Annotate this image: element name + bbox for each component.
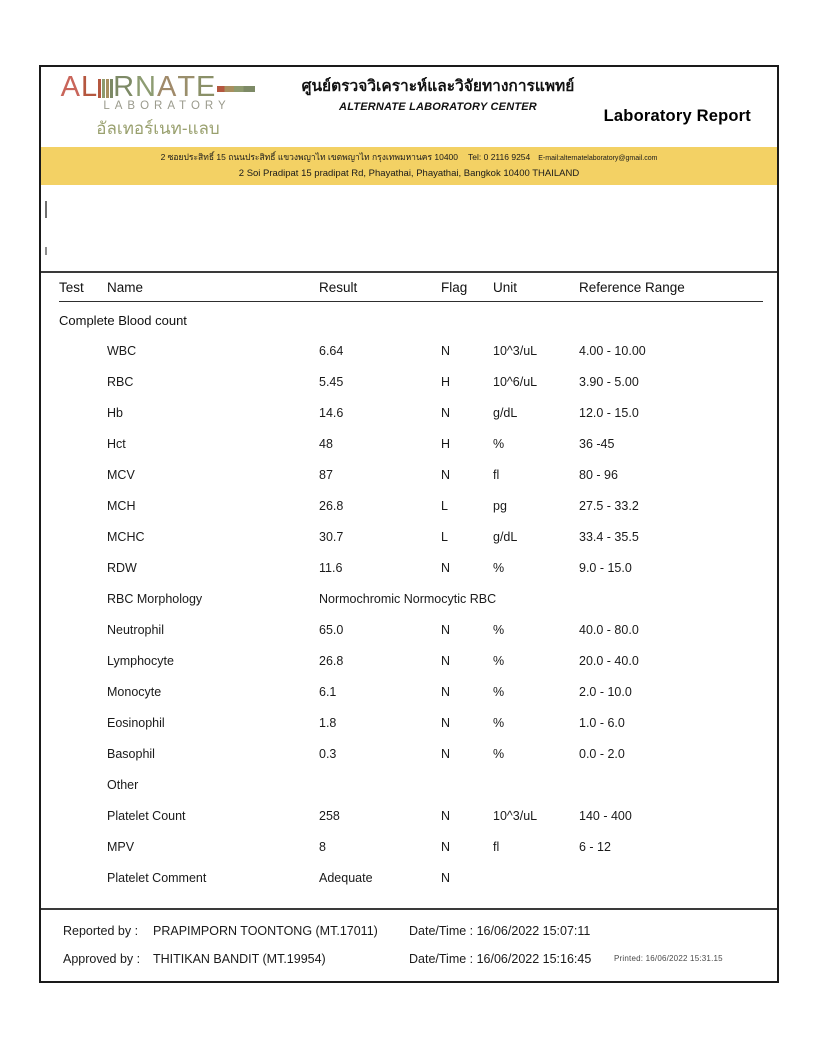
cell-unit: % [493,561,505,575]
cell-test [59,553,107,584]
cell-test [59,429,107,460]
address-tel: Tel: 0 2116 9254 [468,152,531,162]
cell-flag: N [441,468,451,482]
cell-name: RBC [107,375,134,389]
cell-test [59,677,107,708]
table-group-row [59,302,763,337]
cell-result [319,770,441,801]
cell-name: Lymphocyte [107,654,174,668]
table-row [59,646,763,677]
cell-name: Platelet Comment [107,871,207,885]
report-header [41,67,777,147]
cell-reference: 20.0 - 40.0 [579,654,639,668]
report-footer [41,908,777,981]
cell-flag: N [441,716,451,730]
table-row [59,801,763,832]
reported-by-value: PRAPIMPORN TOONTONG (MT.17011) [153,924,378,938]
logo-letter: R [113,71,136,103]
cell-flag: N [441,406,451,420]
cell-unit: 10^6/uL [493,375,538,389]
cell-result: 0.3 [319,747,337,761]
cell-name: Hb [107,406,123,420]
cell-test [59,646,107,677]
table-header-row [59,273,763,302]
table-row [59,615,763,646]
logo-bars-icon [98,79,113,98]
table-row [59,429,763,460]
cell-flag: H [441,437,451,451]
header-center [273,77,603,113]
approved-by-value: THITIKAN BANDIT (MT.19954) [153,952,326,966]
cell-result: 258 [319,809,340,823]
printed-timestamp: Printed: 16/06/2022 15:31.15 [614,954,723,963]
address-line-thai [41,151,777,165]
cell-unit: fl [493,468,500,482]
cell-test [59,460,107,491]
cell-reference: 12.0 - 15.0 [579,406,639,420]
table-row [59,584,763,615]
approved-by-row [41,945,777,973]
cell-result: 48 [319,437,333,451]
cell-result: 11.6 [319,561,343,575]
cell-unit: % [493,747,505,761]
logo-letter: A [156,71,178,103]
table-row [59,677,763,708]
group-label: Complete Blood count [59,313,187,328]
cell-unit: % [493,685,505,699]
cell-result: 30.7 [319,530,344,544]
cell-result: 6.1 [319,685,337,699]
cell-test [59,708,107,739]
address-line-english: 2 Soi Pradipat 15 pradipat Rd, Phayathai, Phayathai, Bangkok 10400 THAILAND [238,168,580,179]
cell-result: 1.8 [319,716,337,730]
cell-test [59,491,107,522]
cell-unit: % [493,654,505,668]
results-table [59,273,763,894]
address-bar [41,147,777,185]
logo-subtitle: LABORATORY [103,100,231,112]
table-row [59,367,763,398]
logo-letter: L [80,71,99,103]
table-row [59,553,763,584]
cell-result: Adequate [319,871,373,885]
logo-accent-bar [217,86,255,92]
cell-reference: 2.0 - 10.0 [579,685,632,699]
center-thai-title: ศูนย์ตรวจวิเคราะห์และวิจัยทางการแพทย์ [301,78,575,95]
cell-reference: 27.5 - 33.2 [579,499,639,513]
cell-flag: N [441,840,451,854]
cell-result: 65.0 [319,623,344,637]
report-page [39,65,779,983]
patient-info-block [41,185,777,271]
cell-reference: 1.0 - 6.0 [579,716,625,730]
results-table-container [41,271,777,894]
address-thai-text: 2 ซอยประสิทธิ์ 15 ถนนประสิทธิ์ แขวงพญาไท เขตพญาไท กรุงเทพมหานคร 10400 [160,152,459,162]
cell-unit: 10^3/uL [493,344,538,358]
col-header-test: Test [59,273,107,302]
cell-name: RBC Morphology [107,592,203,606]
cell-result: 6.64 [319,344,344,358]
cell-reference [579,770,763,801]
logo-letter: N [135,71,157,103]
cell-test [59,801,107,832]
cell-unit: 10^3/uL [493,809,538,823]
cell-flag: N [441,747,451,761]
cell-unit [493,863,579,894]
cell-reference: 3.90 - 5.00 [579,375,639,389]
logo-letter: E [196,71,217,103]
center-english-title: ALTERNATE LABORATORY CENTER [339,101,537,113]
table-row [59,863,763,894]
col-header-unit: Unit [493,273,579,302]
table-row [59,770,763,801]
table-row [59,739,763,770]
cell-reference: 40.0 - 80.0 [579,623,639,637]
cell-unit [493,770,579,801]
cell-name: MCH [107,499,136,513]
cell-flag: N [441,561,451,575]
cell-name: RDW [107,561,137,575]
approved-by-label: Approved by : [63,952,141,966]
cell-name: Monocyte [107,685,162,699]
cell-flag: N [441,654,451,668]
logo-wordmark [47,71,269,103]
cell-test [59,398,107,429]
cell-test [59,615,107,646]
cell-test [59,522,107,553]
cell-unit: pg [493,499,507,513]
cell-unit: % [493,623,505,637]
col-header-name: Name [107,273,319,302]
cell-unit: g/dL [493,406,518,420]
company-logo [47,71,269,142]
cell-reference: 140 - 400 [579,809,632,823]
cell-result: 8 [319,840,326,854]
cell-unit: % [493,437,505,451]
table-row [59,398,763,429]
redaction-tick [45,201,47,218]
cell-test [59,832,107,863]
logo-letter: A [60,71,81,103]
cell-name: WBC [107,344,137,358]
cell-flag: N [441,344,451,358]
cell-unit: g/dL [493,530,518,544]
cell-unit: % [493,716,505,730]
cell-reference: 0.0 - 2.0 [579,747,625,761]
address-email: E-mail:alternatelaboratory@gmail.com [538,155,658,162]
cell-result: 14.6 [319,406,344,420]
cell-flag: N [441,623,451,637]
cell-reference: 36 -45 [579,437,615,451]
cell-result: Normochromic Normocytic RBC [319,592,497,606]
col-header-reference: Reference Range [579,273,763,302]
cell-test [59,770,107,801]
cell-flag: N [441,871,451,885]
approved-datetime: Date/Time : 16/06/2022 15:16:45 [409,952,592,966]
table-row [59,708,763,739]
cell-result: 26.8 [319,499,344,513]
cell-name: MCHC [107,530,145,544]
reported-by-label: Reported by : [63,924,139,938]
cell-test [59,863,107,894]
cell-flag [441,770,493,801]
cell-flag: L [441,530,448,544]
table-row [59,522,763,553]
cell-test [59,336,107,367]
cell-flag: N [441,685,451,699]
cell-name: Platelet Count [107,809,186,823]
cell-name: Eosinophil [107,716,165,730]
cell-test [59,584,107,615]
col-header-result: Result [319,273,441,302]
cell-flag: N [441,809,451,823]
cell-name: MPV [107,840,135,854]
table-row [59,832,763,863]
cell-name: MCV [107,468,135,482]
cell-result: 26.8 [319,654,344,668]
reported-datetime: Date/Time : 16/06/2022 15:07:11 [409,924,591,938]
cell-reference [579,863,763,894]
cell-name: Neutrophil [107,623,164,637]
table-row [59,460,763,491]
results-table-body [59,302,763,895]
table-row [59,336,763,367]
cell-name: Basophil [107,747,155,761]
cell-reference: 33.4 - 35.5 [579,530,639,544]
cell-unit: fl [493,840,500,854]
cell-reference: 80 - 96 [579,468,618,482]
cell-result: 87 [319,468,333,482]
cell-flag: L [441,499,448,513]
cell-reference: 4.00 - 10.00 [579,344,646,358]
cell-flag: H [441,375,451,389]
logo-thai-name: อัลเทอร์เนท-แลบ [96,119,220,138]
redaction-tick [45,247,47,255]
cell-test [59,739,107,770]
page-title: Laboratory Report [603,107,751,125]
table-row [59,491,763,522]
logo-letter: T [177,71,197,103]
cell-reference: 9.0 - 15.0 [579,561,632,575]
cell-reference: 6 - 12 [579,840,611,854]
cell-test [59,367,107,398]
reported-by-row [41,917,777,945]
cell-name: Other [107,778,139,792]
cell-name: Hct [107,437,126,451]
col-header-flag: Flag [441,273,493,302]
cell-result: 5.45 [319,375,344,389]
